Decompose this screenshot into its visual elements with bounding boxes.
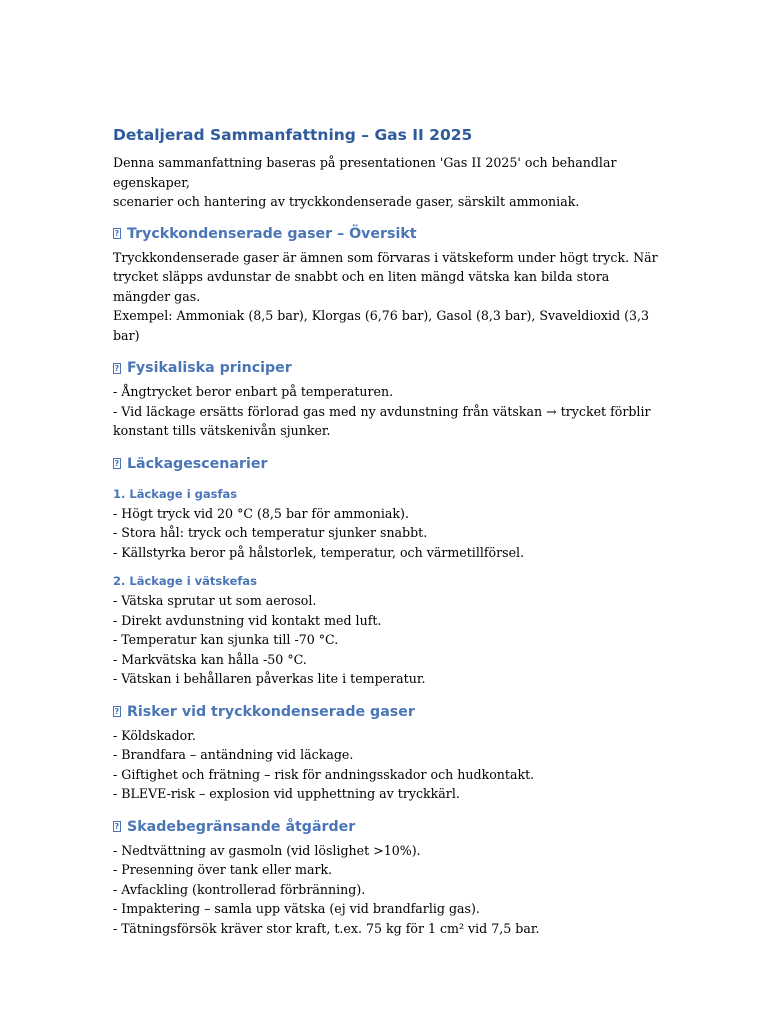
intro-line: scenarier och hantering av tryckkondenserade gaser, särskilt ammoniak. (113, 194, 580, 209)
section-body (113, 726, 658, 804)
subsection-body (113, 504, 658, 563)
section-heading (113, 223, 658, 245)
body-line: - Direkt avdunstning vid kontakt med luft. (113, 612, 382, 628)
section-heading-text: Läckagescenarier (127, 455, 268, 472)
body-line: - Vätskan i behållaren påverkas lite i temperatur. (113, 671, 426, 686)
body-line: - Markvätska kan hålla -50 °C. (113, 651, 307, 667)
missing-glyph-icon (113, 706, 121, 717)
body-line: - Presenning över tank eller mark. (113, 862, 333, 877)
subsection-heading: 2. Läckage i vätskefas (113, 574, 258, 588)
subsection-heading: 1. Läckage i gasfas (113, 486, 238, 501)
subsection-liquid-phase (113, 572, 658, 689)
body-line: - Nedtvättning av gasmoln (vid löslighet >10%). (113, 842, 421, 858)
missing-glyph-icon (113, 821, 121, 832)
section-heading (113, 453, 658, 475)
body-line: Exempel: Ammoniak (8,5 bar), Klorgas (6,76 bar), Gasol (8,3 bar), Svaveldioxid (3,3 bar) (113, 308, 654, 343)
body-line: - Brandfara – antändning vid läckage. (113, 747, 354, 762)
section-heading-text: Risker vid tryckkondenserade gaser (127, 703, 415, 720)
body-line: - Vätska sprutar ut som aerosol. (113, 593, 317, 608)
missing-glyph-icon (113, 363, 121, 374)
body-line: Tryckkondenserade gaser är ämnen som förvaras i vätskeform under högt tryck. När (113, 249, 658, 265)
intro-paragraph (113, 153, 658, 212)
body-line: - BLEVE-risk – explosion vid upphettning av tryckkärl. (113, 786, 460, 801)
intro-line: Denna sammanfattning baseras på presentationen 'Gas II 2025' och behandlar egenskaper, (113, 155, 621, 190)
section-mitigation (113, 816, 658, 939)
section-heading-text: Skadebegränsande åtgärder (127, 818, 356, 835)
subsection-body (113, 591, 658, 689)
section-risks (113, 701, 658, 804)
body-line: - Vid läckage ersätts förlorad gas med ny avdunstning från vätskan → trycket förblir (113, 403, 651, 419)
section-body (113, 248, 658, 346)
section-heading (113, 701, 658, 723)
section-heading (113, 357, 658, 379)
section-overview (113, 223, 658, 346)
body-line: - Ångtrycket beror enbart på temperaturen. (113, 384, 394, 399)
missing-glyph-icon (113, 228, 121, 239)
body-line: trycket släpps avdunstar de snabbt och en liten mängd vätska kan bilda stora mängder gas. (113, 269, 614, 304)
document-page (113, 123, 658, 950)
body-line: - Impaktering – samla upp vätska (ej vid brandfarlig gas). (113, 901, 480, 916)
document-title: Detaljerad Sammanfattning – Gas II 2025 (113, 126, 473, 144)
subsection-gas-phase (113, 485, 658, 563)
section-heading (113, 816, 658, 838)
body-line: - Temperatur kan sjunka till -70 °C. (113, 632, 339, 647)
section-leak-scenarios (113, 453, 658, 689)
body-line: - Giftighet och frätning – risk för andningsskador och hudkontakt. (113, 766, 535, 782)
body-line: - Stora hål: tryck och temperatur sjunker snabbt. (113, 525, 428, 540)
section-heading-text: Fysikaliska principer (127, 360, 292, 376)
section-body (113, 382, 658, 441)
body-line: - Tätningsförsök kräver stor kraft, t.ex. 75 kg för 1 cm² vid 7,5 bar. (113, 920, 540, 936)
section-body (113, 841, 658, 939)
section-physics (113, 357, 658, 441)
body-line: - Avfackling (kontrollerad förbränning). (113, 881, 366, 897)
body-line: - Högt tryck vid 20 °C (8,5 bar för ammoniak). (113, 505, 409, 521)
body-line: - Källstyrka beror på hålstorlek, temperatur, och värmetillförsel. (113, 544, 525, 560)
missing-glyph-icon (113, 458, 121, 469)
body-line: - Köldskador. (113, 727, 196, 743)
section-heading-text: Tryckkondenserade gaser – Översikt (127, 225, 417, 242)
body-line: konstant tills vätskenivån sjunker. (113, 423, 331, 438)
